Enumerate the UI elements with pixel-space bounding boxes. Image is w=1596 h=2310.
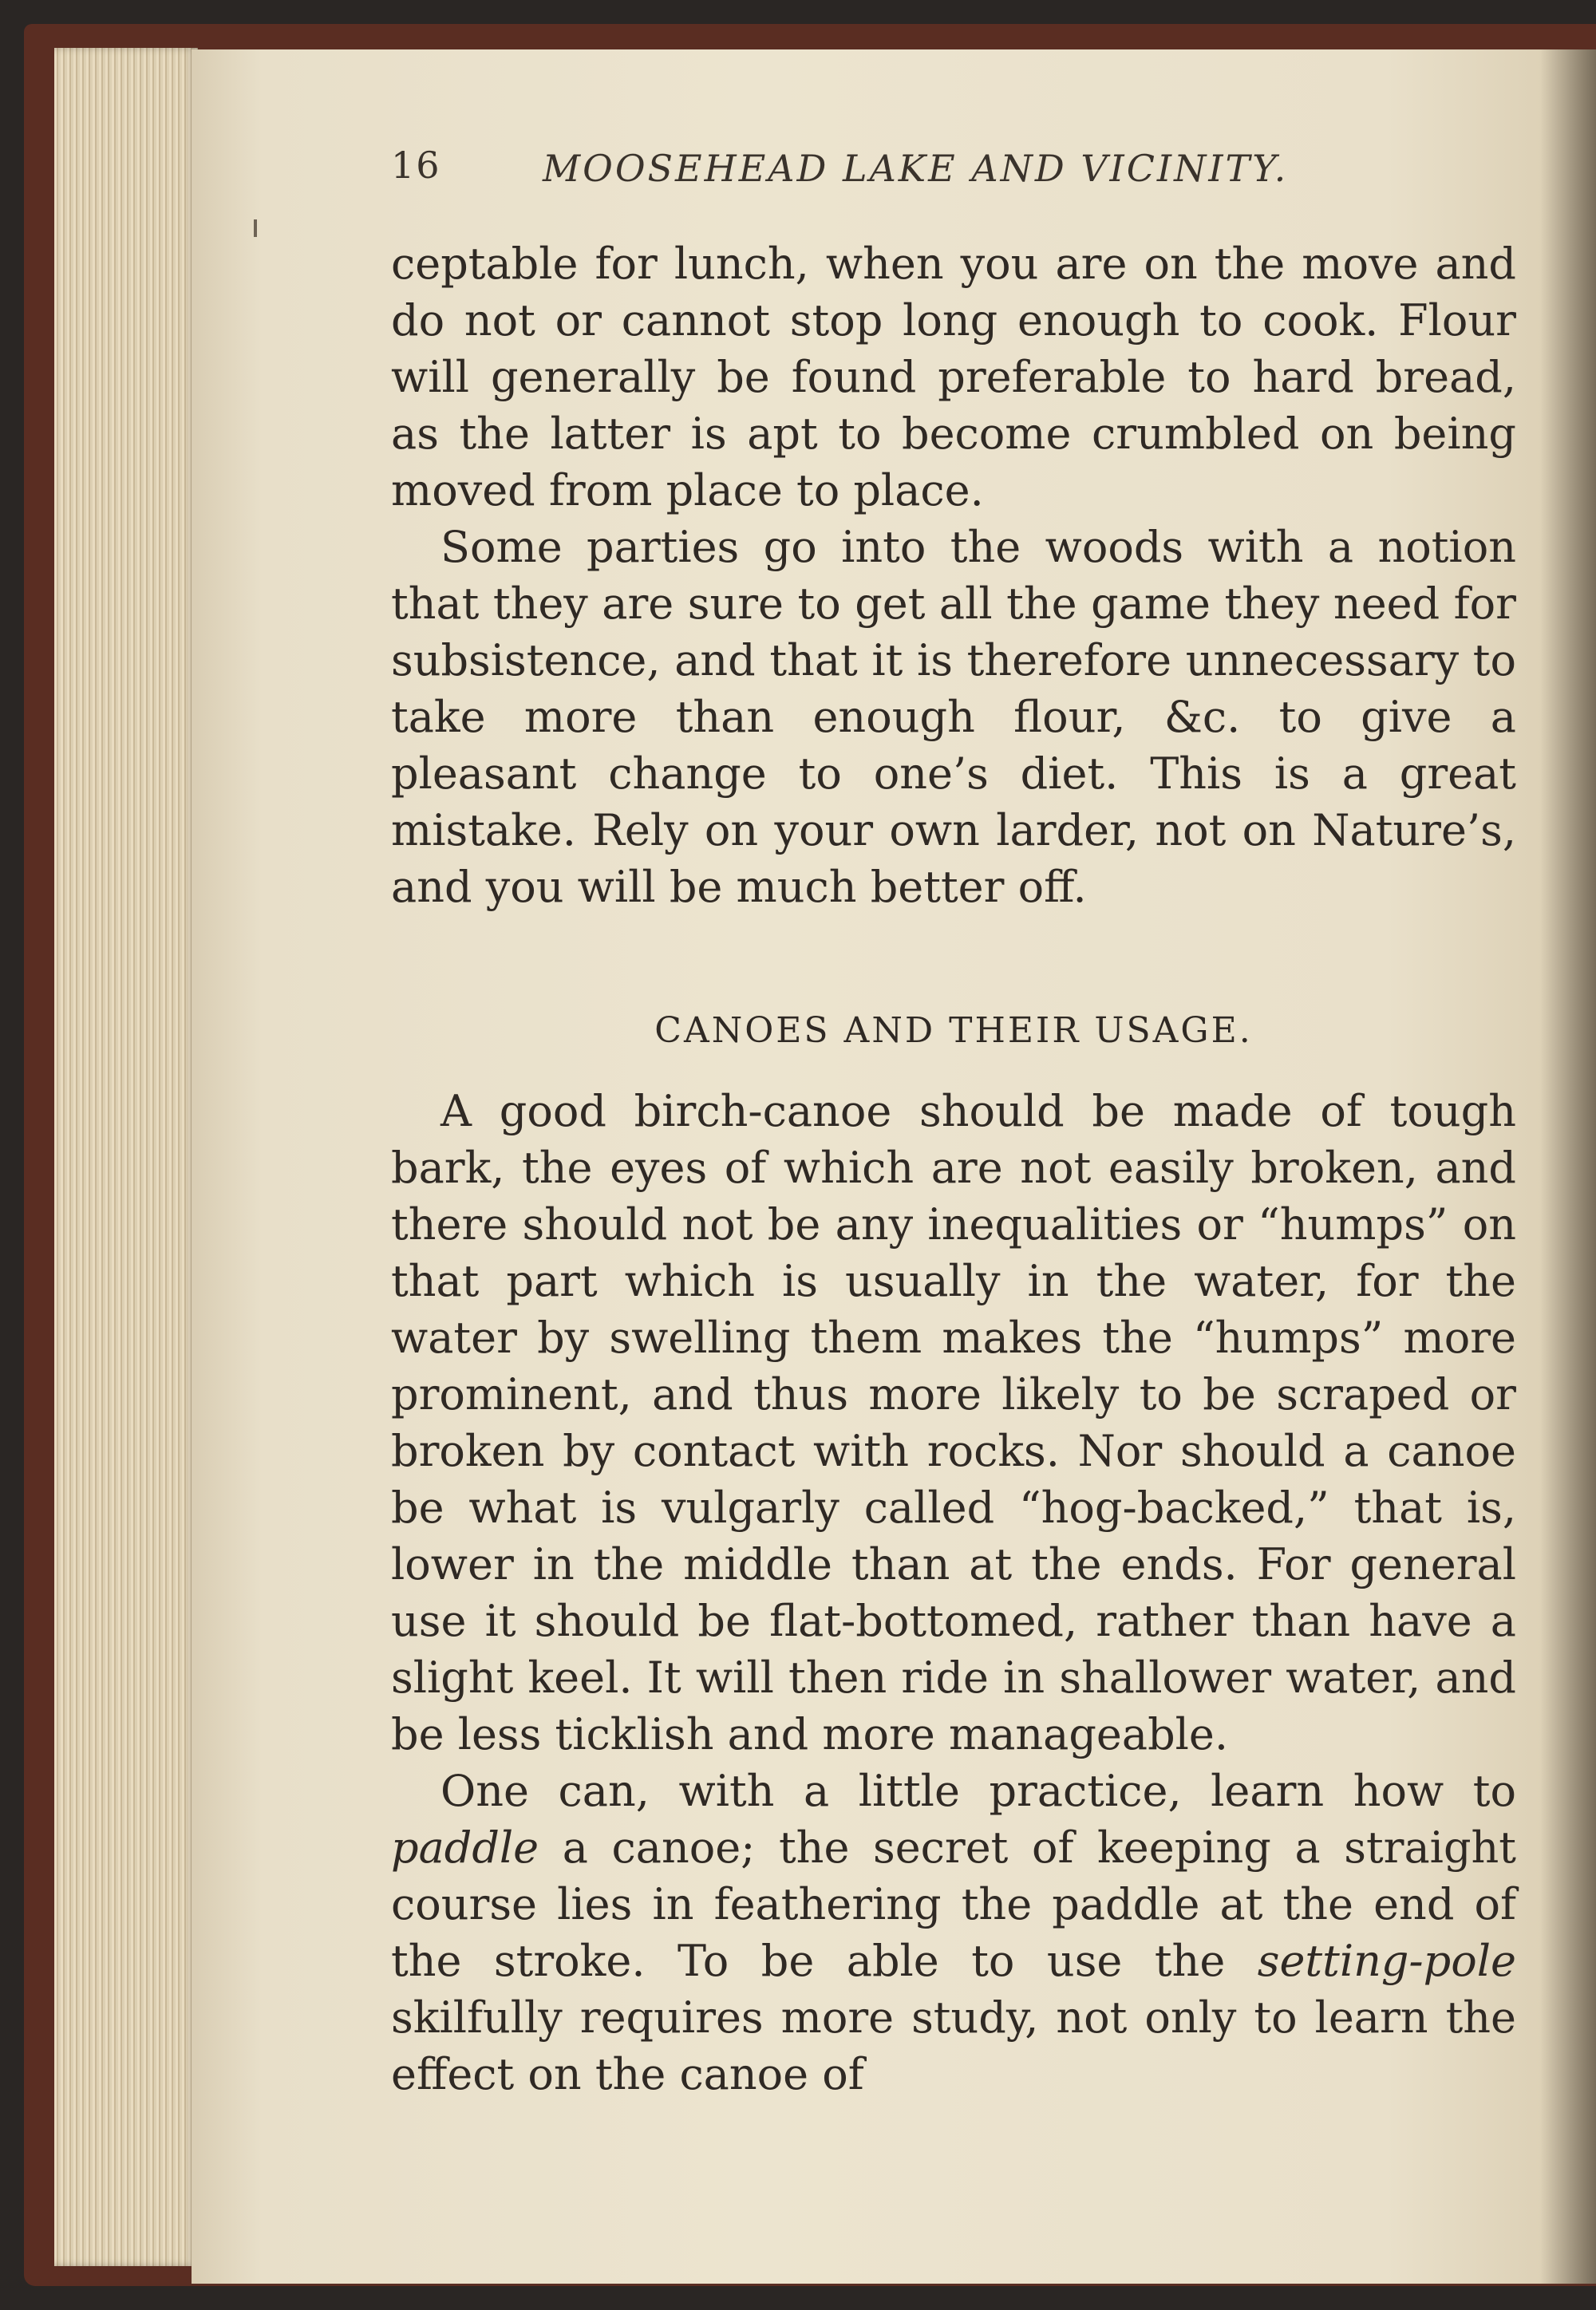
page-number: 16 <box>391 144 441 187</box>
paragraph: A good birch-canoe should be made of tough bark, the eyes of which are not easily broken, and there should not be any inequalities or “humps” on that part which is usually in the water, for the water by swelling them makes the “humps” more prominent, and thus more likely to be scraped or broken by contact with rocks. Nor should a canoe be what is vulgarly called “hog-backed,” that is, lower in the middle than at the ends. For general use it should be flat-bottomed, rather than have a slight keel. It will then ride in shallower water, and be less ticklish and more manageable. <box>391 1086 1516 1759</box>
paragraph-text: One can, with a little practice, learn how to <box>440 1766 1516 1816</box>
paragraph-text: skilfully requires more study, not only to learn the effect on the canoe of <box>391 1992 1516 2099</box>
paragraph-continued: ceptable for lunch, when you are on the move and do not or cannot stop long enough to cook. Flour will generally be found preferable to hard bread, as the latter is apt to become crumbled on being moved from place to place. <box>391 239 1516 515</box>
text-block <box>391 235 1516 2103</box>
margin-mark <box>254 219 257 237</box>
section-heading: CANOES AND THEIR USAGE. <box>654 1010 1253 1051</box>
italic-term: setting-pole <box>1257 1936 1516 1986</box>
italic-term: paddle <box>391 1822 539 1873</box>
paragraph-last <box>391 1763 1516 2103</box>
running-title: MOOSEHEAD LAKE AND VICINITY. <box>543 147 1289 190</box>
paragraph-text: a canoe; the secret of keeping a straight course lies in feathering the paddle at the end of the stroke. To be able to use the <box>391 1822 1516 1986</box>
running-head <box>391 144 1524 199</box>
paragraph: Some parties go into the woods with a notion that they are sure to get all the game they need for subsistence, and that it is therefore unnecessary to take more than enough flour, &c. to give a pleasant change to one’s diet. This is a great mistake. Rely on your own larder, not on Nature’s, and you will be much better off. <box>391 522 1516 912</box>
spine-shadow <box>1540 49 1596 2284</box>
page-edges <box>54 48 198 2266</box>
